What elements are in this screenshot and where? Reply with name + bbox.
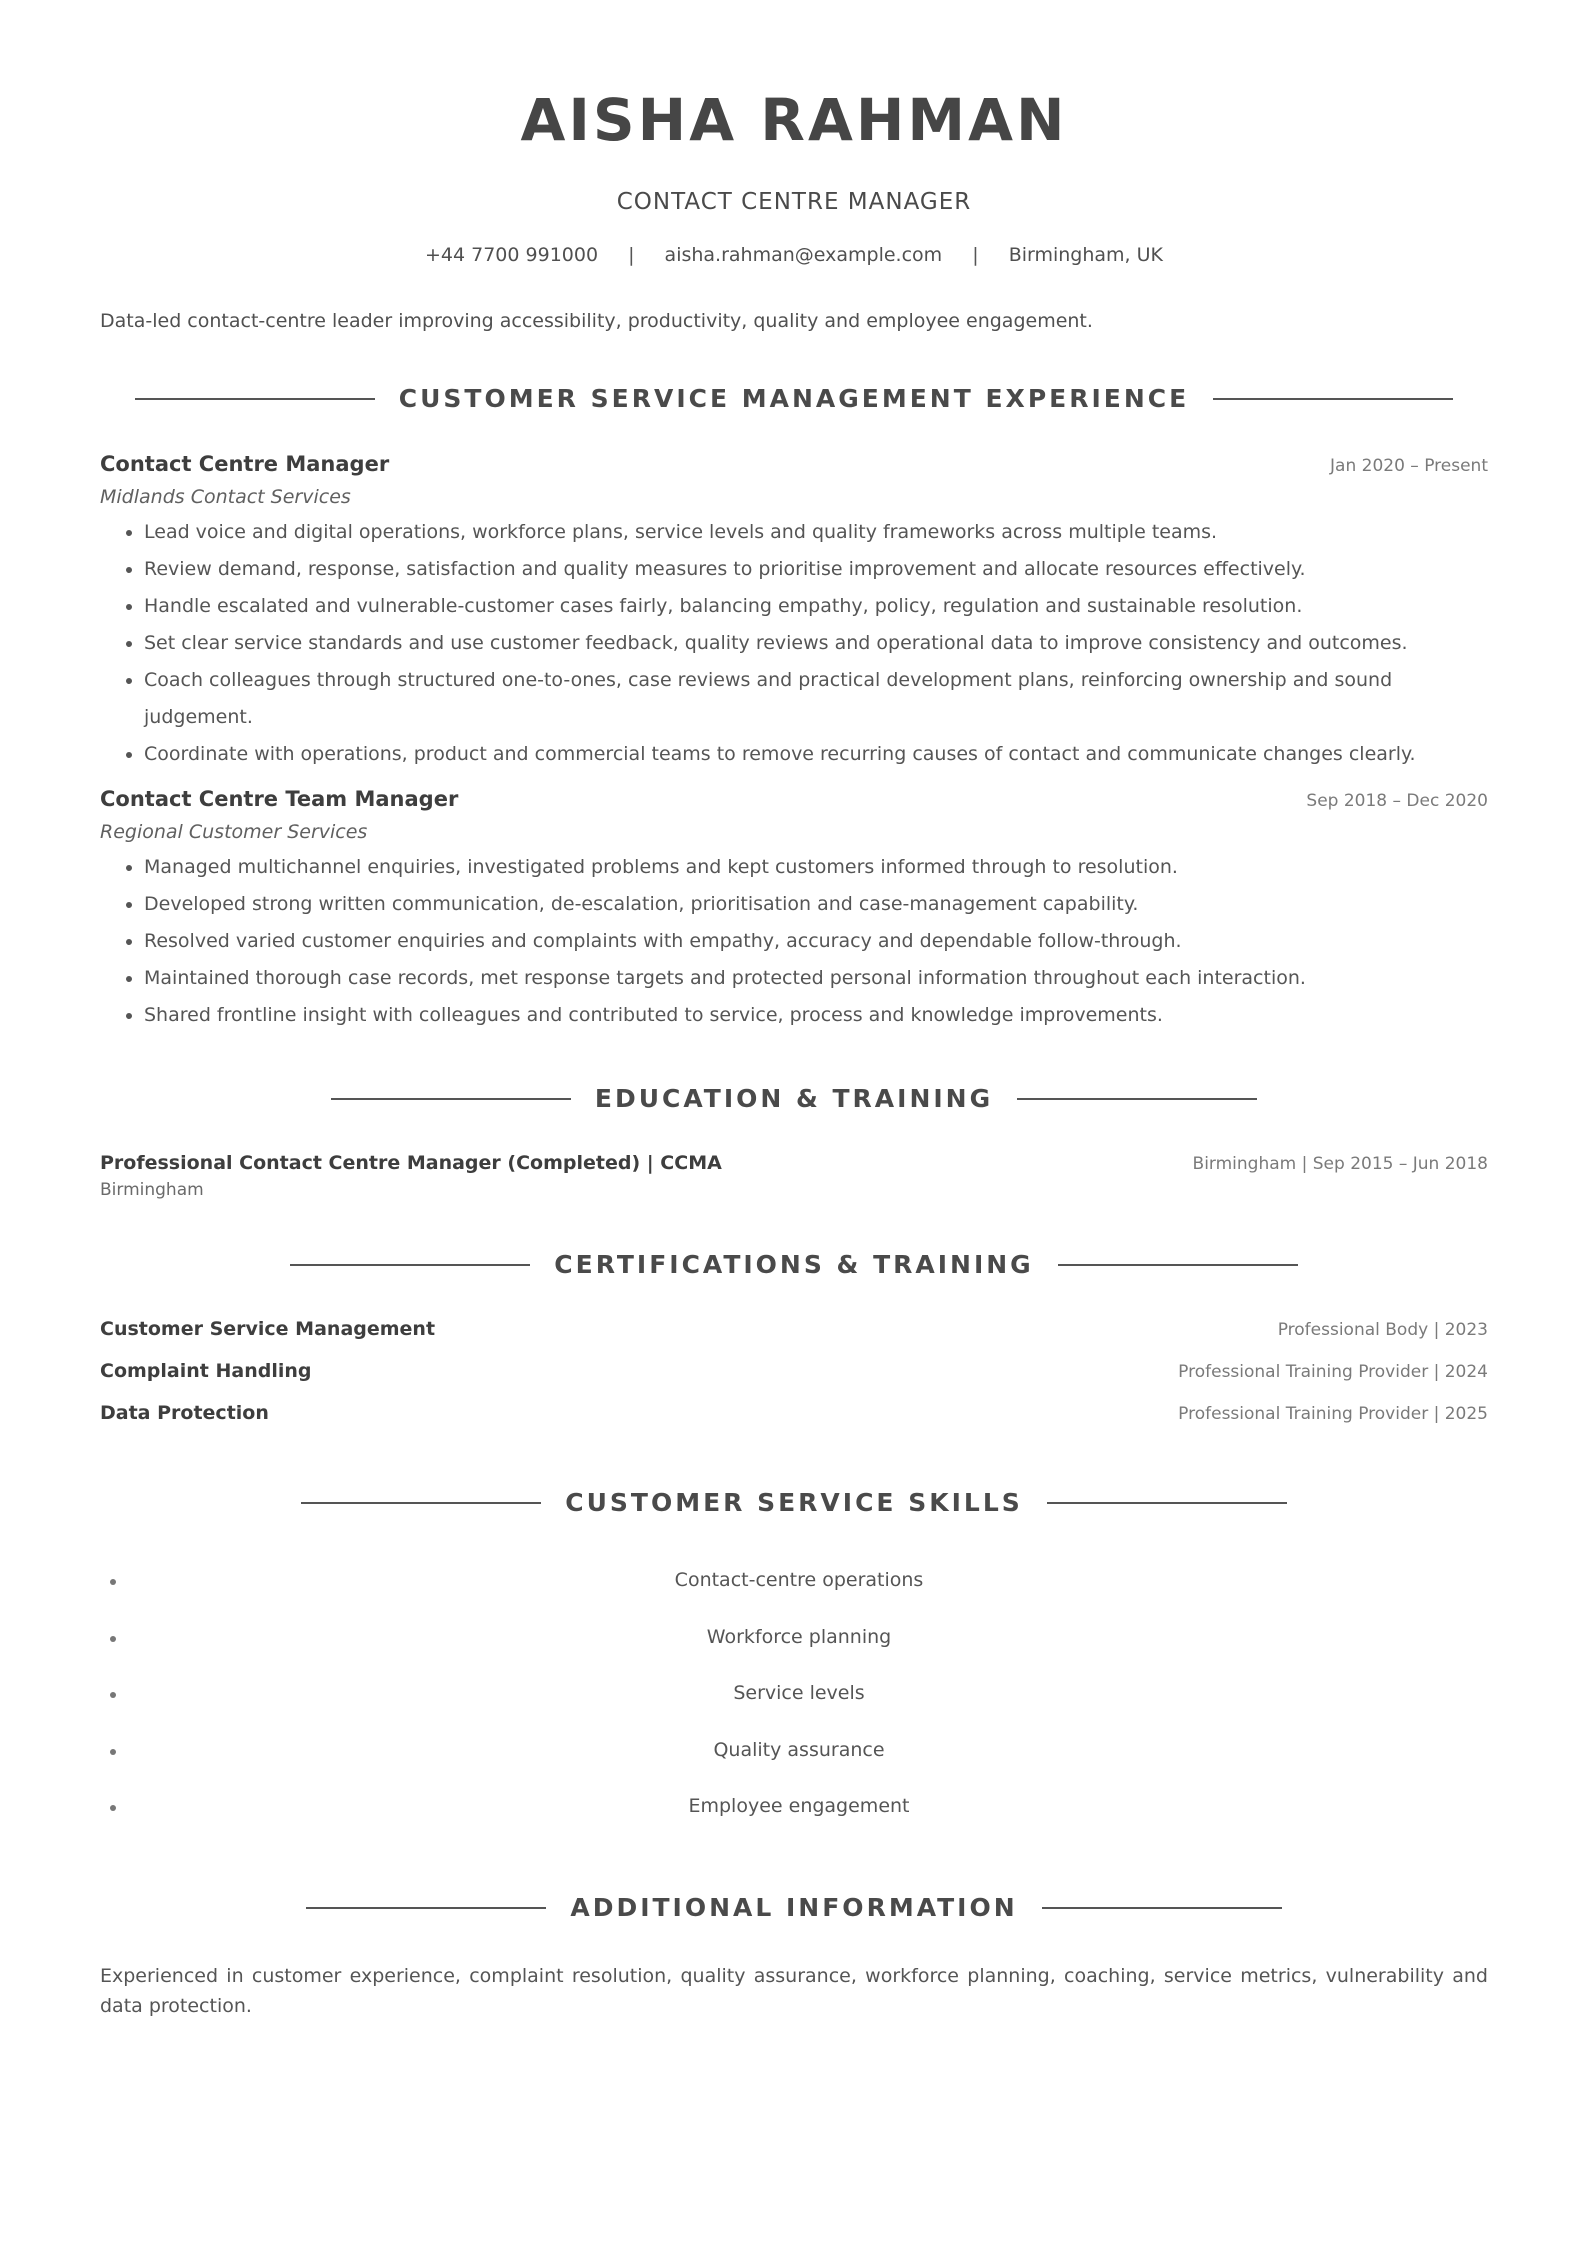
summary: Data-led contact-centre leader improving accessibility, productivity, quality and employee engagement. [100, 310, 1093, 332]
additional-section-heading [100, 1893, 1488, 1923]
additional-information: Experienced in customer experience, complaint resolution, quality assurance, workforce planning, coaching, service metrics, vulnerability and data protection. [100, 1964, 1488, 2017]
heading-rule [1047, 1502, 1287, 1504]
education-title: Professional Contact Centre Manager (Completed) | CCMA [100, 1152, 722, 1174]
certification-meta: Professional Training Provider | 2024 [1178, 1362, 1488, 1382]
certification-name: Data Protection [100, 1402, 269, 1424]
education-meta: Birmingham | Sep 2015 – Jun 2018 [1192, 1154, 1488, 1174]
job-dates: Sep 2018 – Dec 2020 [1306, 791, 1488, 811]
education-entry [100, 1152, 1488, 1200]
job-title: Contact Centre Team Manager [100, 787, 459, 811]
certification-meta: Professional Training Provider | 2025 [1178, 1404, 1488, 1424]
job-bullet: • Developed strong written communication, de-escalation, prioritisation and case-management capability. [144, 886, 1488, 923]
candidate-title: CONTACT CENTRE MANAGER [616, 189, 972, 215]
section-title: ADDITIONAL INFORMATION [570, 1892, 1018, 1922]
heading-rule [1017, 1098, 1257, 1100]
heading-rule [301, 1502, 541, 1504]
certification-row [100, 1318, 1488, 1360]
job-entry [100, 787, 1488, 1034]
job-bullets [100, 514, 1488, 773]
skill-item: Employee engagement [110, 1778, 1488, 1835]
job-bullet: • Coach colleagues through structured one-to-ones, case reviews and practical development plans, reinforcing ownership and sound judgement. [144, 662, 1488, 736]
education-location: Birmingham [100, 1180, 204, 1200]
contact-separator: | [972, 244, 979, 266]
job-bullet: • Set clear service standards and use customer feedback, quality reviews and operational data to improve consistency and outcomes. [144, 625, 1488, 662]
certification-meta: Professional Body | 2023 [1277, 1320, 1488, 1340]
job-bullet: • Lead voice and digital operations, workforce plans, service levels and quality frameworks across multiple teams. [144, 514, 1488, 551]
certification-name: Customer Service Management [100, 1318, 436, 1340]
section-title: EDUCATION & TRAINING [594, 1084, 994, 1113]
job-company: Regional Customer Services [100, 821, 368, 843]
heading-rule [135, 398, 375, 400]
heading-rule [1058, 1264, 1298, 1266]
skill-item: Workforce planning [110, 1609, 1488, 1666]
certification-row [100, 1402, 1488, 1444]
job-entry [100, 452, 1488, 773]
job-bullet: • Review demand, response, satisfaction and quality measures to prioritise improvement and allocate resources effectively. [144, 551, 1488, 588]
heading-rule [306, 1907, 546, 1909]
heading-rule [290, 1264, 530, 1266]
job-bullet: • Resolved varied customer enquiries and complaints with empathy, accuracy and dependable follow-through. [144, 923, 1488, 960]
contact-line [100, 242, 1488, 268]
job-dates: Jan 2020 – Present [1330, 456, 1488, 476]
experience-section-heading [100, 384, 1488, 414]
job-bullet: • Maintained thorough case records, met response targets and protected personal information throughout each interaction. [144, 960, 1488, 997]
job-bullet: • Handle escalated and vulnerable-customer cases fairly, balancing empathy, policy, regulation and sustainable resolution. [144, 588, 1488, 625]
certifications-section-heading [100, 1250, 1488, 1280]
certifications-list [100, 1318, 1488, 1444]
email: aisha.rahman@example.com [664, 244, 943, 266]
skill-item: Service levels [110, 1665, 1488, 1722]
skills-section-heading [100, 1488, 1488, 1518]
job-bullets [100, 849, 1488, 1034]
contact-separator: | [628, 244, 635, 266]
job-title: Contact Centre Manager [100, 452, 390, 476]
job-bullet: • Managed multichannel enquiries, investigated problems and kept customers informed through to resolution. [144, 849, 1488, 886]
job-company: Midlands Contact Services [100, 486, 351, 508]
education-section-heading [100, 1084, 1488, 1114]
phone: +44 7700 991000 [424, 244, 599, 266]
heading-rule [1213, 398, 1453, 400]
section-title: CUSTOMER SERVICE SKILLS [565, 1488, 1023, 1517]
section-title: CERTIFICATIONS & TRAINING [554, 1250, 1034, 1279]
candidate-name: AISHA RAHMAN [520, 86, 1068, 154]
heading-rule [1042, 1907, 1282, 1909]
section-title: CUSTOMER SERVICE MANAGEMENT EXPERIENCE [398, 384, 1190, 413]
location: Birmingham, UK [1008, 244, 1164, 266]
skills-list [100, 1552, 1488, 1835]
skill-item: Quality assurance [110, 1722, 1488, 1779]
job-bullet: • Shared frontline insight with colleagues and contributed to service, process and knowledge improvements. [144, 997, 1488, 1034]
heading-rule [331, 1098, 571, 1100]
certification-row [100, 1360, 1488, 1402]
skill-item: Contact-centre operations [110, 1552, 1488, 1609]
job-bullet: • Coordinate with operations, product and commercial teams to remove recurring causes of contact and communicate changes clearly. [144, 736, 1488, 773]
certification-name: Complaint Handling [100, 1360, 312, 1382]
